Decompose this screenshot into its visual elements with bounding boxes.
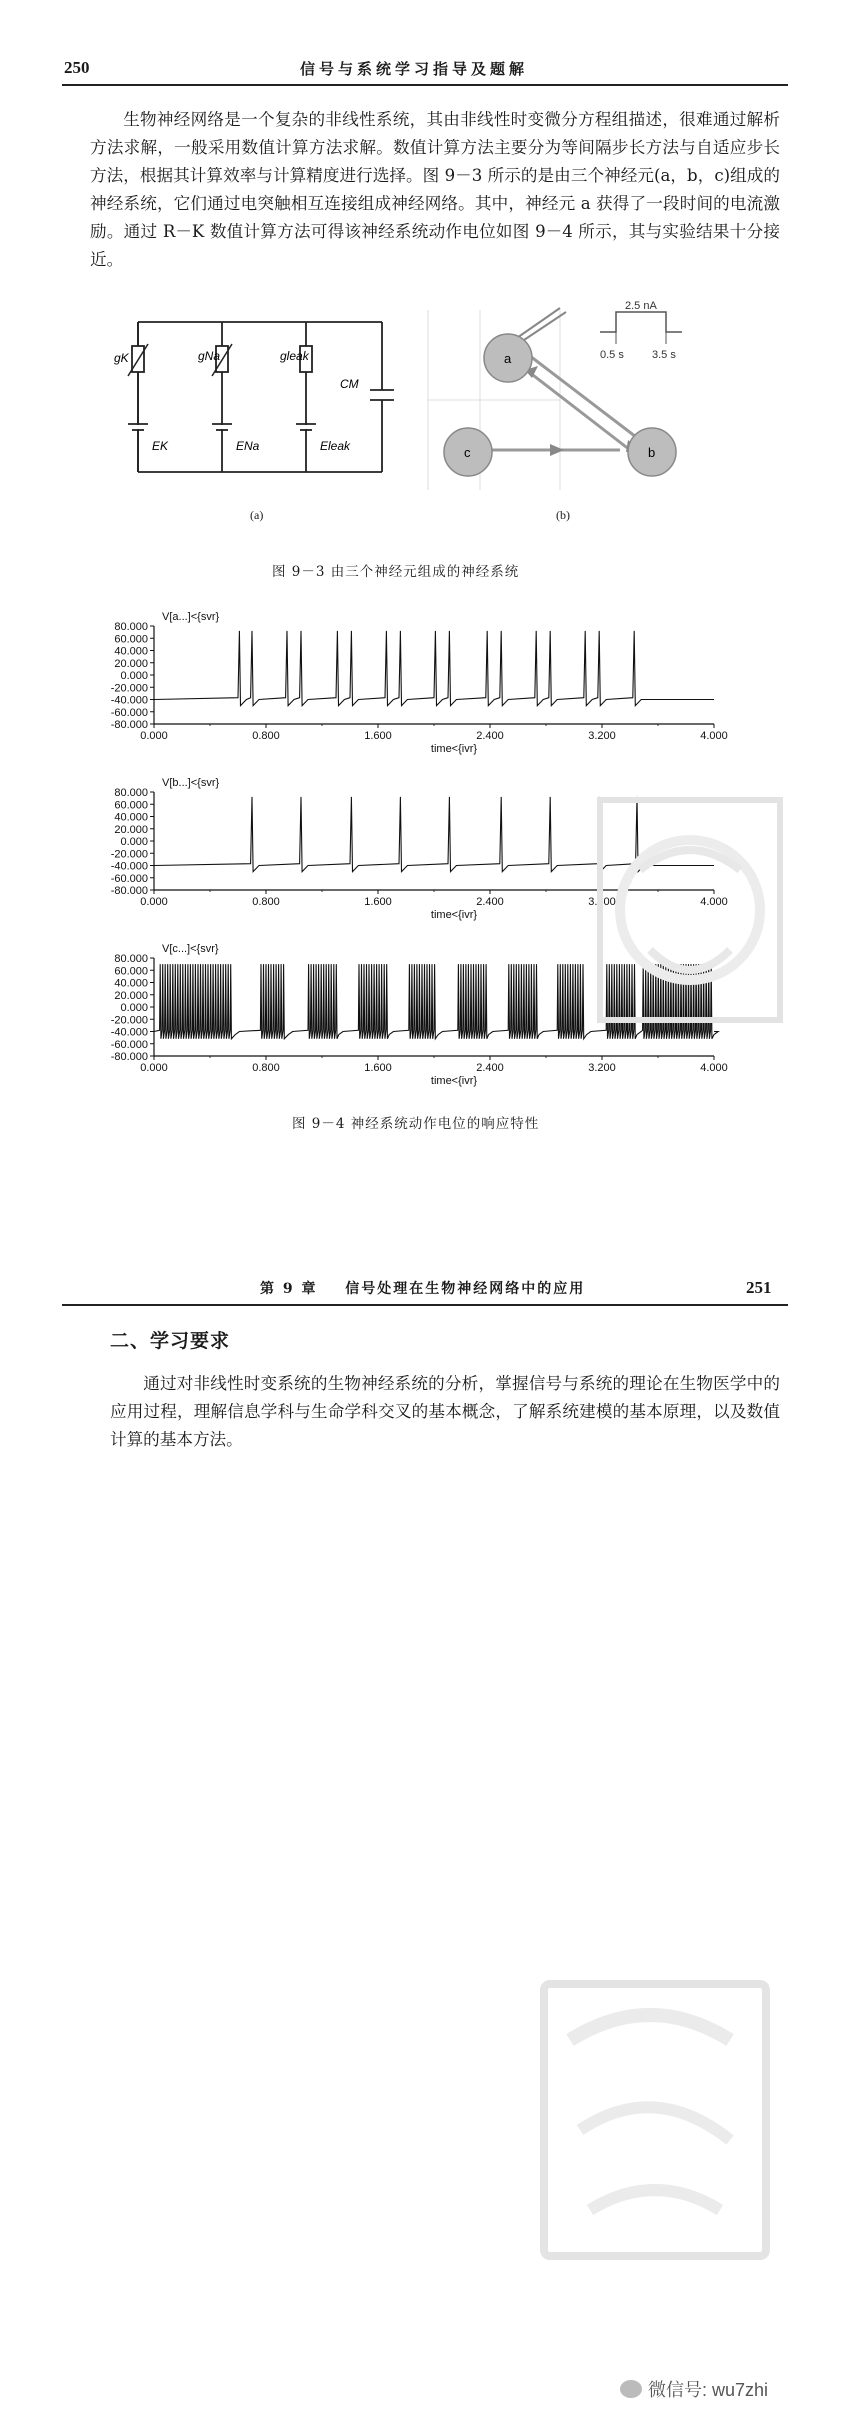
y-tick-label: 60.000 [114, 965, 148, 978]
x-tick-label: 3.200 [588, 896, 616, 908]
chart-title: V[b...]<{svr} [162, 777, 220, 789]
chapter-header [260, 1278, 585, 1298]
x-tick-label: 0.800 [252, 730, 280, 742]
figure-9-4-caption: 图 9－4 神经系统动作电位的响应特性 [292, 1116, 540, 1132]
y-tick-label: -20.000 [110, 682, 148, 695]
x-axis-label: time<{ivr} [430, 743, 478, 755]
page-number: 250 [64, 58, 90, 77]
y-tick-label: -60.000 [110, 1038, 148, 1051]
y-tick-label: -80.000 [110, 1051, 148, 1063]
x-tick-label: 0.000 [140, 1062, 168, 1074]
y-tick-label: 80.000 [114, 953, 148, 965]
y-tick-label: -40.000 [110, 694, 148, 707]
y-tick-label: 0.000 [120, 670, 148, 682]
potential-trace [154, 631, 714, 706]
y-tick-label: 40.000 [114, 645, 148, 658]
page-number-251: 251 [746, 1278, 772, 1297]
y-tick-label: -60.000 [110, 872, 148, 885]
x-tick-label: 1.600 [364, 1062, 392, 1074]
y-tick-label: 0.000 [120, 836, 148, 848]
header-rule-251 [62, 1304, 788, 1306]
section-title: 二、学习要求 [110, 1330, 231, 1352]
node-c-label: c [464, 445, 471, 460]
x-tick-label: 2.400 [476, 1062, 504, 1074]
x-tick-label: 0.000 [140, 896, 168, 908]
body-paragraph: 生物神经网络是一个复杂的非线性系统，其由非线性时变微分方程组描述，很难通过解析方法求解，一般采用数值计算方法求解。数值计算方法主要分为等间隔步长方法与自适应步长方法，根据其计算效率与计算精度进行选择。图 9－3 所示的是由三个神经元(a，b，c)组成的神经系统，它们通过电突触相互连接组成神经网络。其中，神经元 a 获得了一段时间的电流激励。通过 R－K 数值计算方法可得该神经系统动作电位如图 9－4 所示，其与实验结果十分接近。 [90, 110, 780, 269]
x-axis-label: time<{ivr} [430, 1075, 478, 1087]
x-axis-label: time<{ivr} [430, 909, 478, 921]
stim-current-label: 2.5 nA [625, 300, 657, 312]
y-tick-label: 0.000 [120, 1002, 148, 1014]
x-tick-label: 2.400 [476, 730, 504, 742]
header-chapter-title: 信号处理在生物神经网络中的应用 [345, 1281, 586, 1297]
label-gk: gK [114, 351, 129, 365]
y-tick-label: -40.000 [110, 1026, 148, 1039]
x-tick-label: 0.800 [252, 1062, 280, 1074]
x-tick-label: 3.200 [588, 1062, 616, 1074]
wechat-watermark [620, 2376, 768, 2402]
x-tick-label: 1.600 [364, 730, 392, 742]
y-tick-label: 20.000 [114, 823, 148, 836]
wechat-id-text: 微信号: wu7zhi [648, 2380, 769, 2400]
y-tick-label: -20.000 [110, 1014, 148, 1027]
x-tick-label: 2.400 [476, 896, 504, 908]
pdg-watermark-seal [590, 790, 790, 1030]
y-tick-label: 80.000 [114, 621, 148, 633]
label-gna: gNa [198, 349, 221, 363]
y-tick-label: 20.000 [114, 989, 148, 1002]
y-tick-label: 80.000 [114, 787, 148, 799]
y-tick-label: 60.000 [114, 633, 148, 646]
subfigure-a-label: (a) [250, 508, 264, 522]
x-tick-label: 0.000 [140, 730, 168, 742]
label-eleak: Eleak [320, 439, 351, 453]
y-tick-label: -60.000 [110, 706, 148, 719]
action-potential-chart-a [92, 606, 752, 756]
subfigure-b-label: (b) [556, 508, 570, 522]
y-tick-label: -80.000 [110, 719, 148, 731]
label-gleak: gleak [280, 349, 309, 363]
x-tick-label: 0.800 [252, 896, 280, 908]
x-tick-label: 3.200 [588, 730, 616, 742]
chart-title: V[a...]<{svr} [162, 611, 220, 623]
y-tick-label: 40.000 [114, 977, 148, 990]
header-title: 信号与系统学习指导及题解 [300, 60, 529, 78]
stim-t1-label: 0.5 s [600, 349, 624, 361]
x-tick-label: 4.000 [700, 730, 728, 742]
pdg-watermark-large [530, 1970, 780, 2270]
body-paragraph-251: 通过对非线性时变系统的生物神经系统的分析，掌握信号与系统的理论在生物医学中的应用过程，理解信息学科与生命学科交叉的基本概念，了解系统建模的基本原理，以及数值计算的基本方法。 [110, 1374, 780, 1449]
x-tick-label: 4.000 [700, 1062, 728, 1074]
label-ena: ENa [236, 439, 260, 453]
x-tick-label: 4.000 [700, 896, 728, 908]
label-ek: EK [152, 439, 169, 453]
y-tick-label: -80.000 [110, 885, 148, 897]
header-rule [62, 84, 788, 86]
wechat-icon [620, 2380, 642, 2398]
node-a-label: a [504, 351, 512, 366]
y-tick-label: -20.000 [110, 848, 148, 861]
circuit-diagram [114, 310, 400, 490]
label-cm: CM [340, 377, 359, 391]
x-tick-label: 1.600 [364, 896, 392, 908]
node-b-label: b [648, 445, 656, 460]
figure-9-3-caption: 图 9－3 由三个神经元组成的神经系统 [272, 564, 520, 580]
y-tick-label: 40.000 [114, 811, 148, 824]
y-tick-label: 60.000 [114, 799, 148, 812]
neuron-network-diagram [420, 300, 760, 500]
chart-title: V[c...]<{svr} [162, 943, 219, 955]
y-tick-label: 20.000 [114, 657, 148, 670]
y-tick-label: -40.000 [110, 860, 148, 873]
stim-t2-label: 3.5 s [652, 349, 676, 361]
header-chapter: 第 9 章 [260, 1281, 318, 1297]
